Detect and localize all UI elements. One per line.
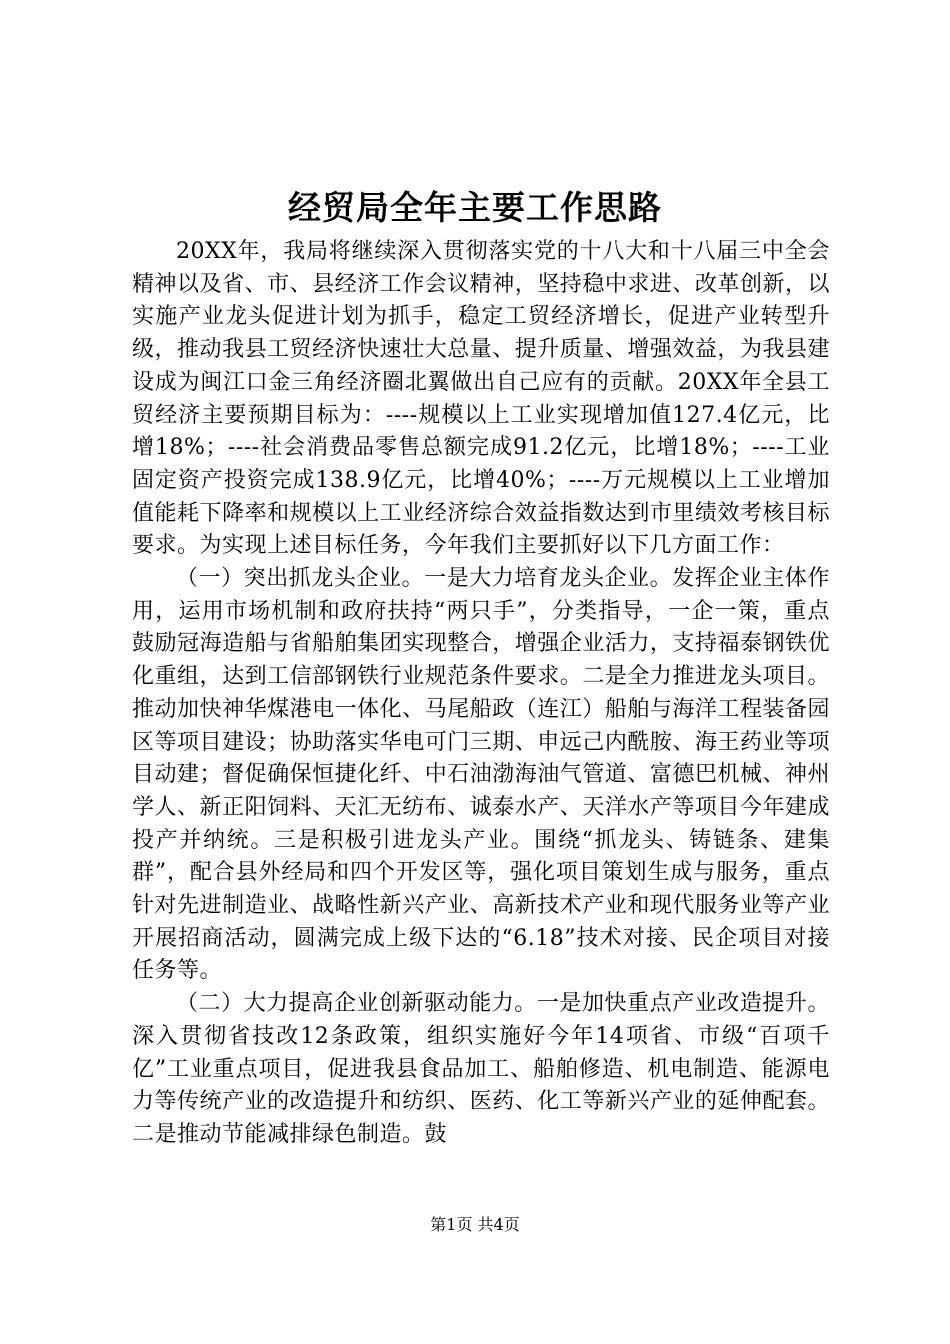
page-footer: 第1页 共4页 <box>430 1215 520 1234</box>
document-body <box>132 236 830 1152</box>
paragraph-section-2: （二）大力提高企业创新驱动能力。一是加快重点产业改造提升。深入贯彻省技改12条政策，组织实施好今年14项省、市级“百项千亿”工业重点项目，促进我县食品加工、船舶修造、机电制造、能源电力等传统产业的改造提升和纺织、医药、化工等新兴产业的延伸配套。二是推动节能减排绿色制造。鼓 <box>132 991 830 1147</box>
paragraph-section-1: （一）突出抓龙头企业。一是大力培育龙头企业。发挥企业主体作用，运用市场机制和政府扶持“两只手”，分类指导，一企一策，重点鼓励冠海造船与省船舶集团实现整合，增强企业活力，支持福泰钢铁优化重组，达到工信部钢铁行业规范条件要求。二是全力推进龙头项目。推动加快神华煤港电一体化、马尾船政（连江）船舶与海洋工程装备园区等项目建设；协助落实华电可门三期、申远己内酰胺、海王药业等项目动建；督促确保恒捷化纤、中石油渤海油气管道、富德巴机械、神州学人、新正阳饲料、天汇无纺布、诚泰水产、天洋水产等项目今年建成投产并纳统。三是积极引进龙头产业。围绕“抓龙头、铸链条、建集群”，配合县外经局和四个开发区等，强化项目策划生成与服务，重点针对先进制造业、战略性新兴产业、高新技术产业和现代服务业等产业开展招商活动，圆满完成上级下达的“6.18”技术对接、民企项目对接任务等。 <box>132 566 830 984</box>
document-title: 经贸局全年主要工作思路 <box>288 188 662 227</box>
paragraph-intro: 20XX年，我局将继续深入贯彻落实党的十八大和十八届三中全会精神以及省、市、县经济工作会议精神，坚持稳中求进、改革创新，以实施产业龙头促进计划为抓手，稳定工贸经济增长，促进产业转型升级，推动我县工贸经济快速壮大总量、提升质量、增强效益，为我县建设成为闽江口金三角经济圈北翼做出自己应有的贡献。20XX年全县工贸经济主要预期目标为：----规模以上工业实现增加值127.4亿元，比增18%；----社会消费品零售总额完成91.2亿元，比增18%；----工业固定资产投资完成138.9亿元，比增40%；----万元规模以上工业增加值能耗下降率和规模以上工业经济综合效益指数达到市里绩效考核目标要求。为实现上述目标任务，今年我们主要抓好以下几方面工作： <box>132 239 830 559</box>
